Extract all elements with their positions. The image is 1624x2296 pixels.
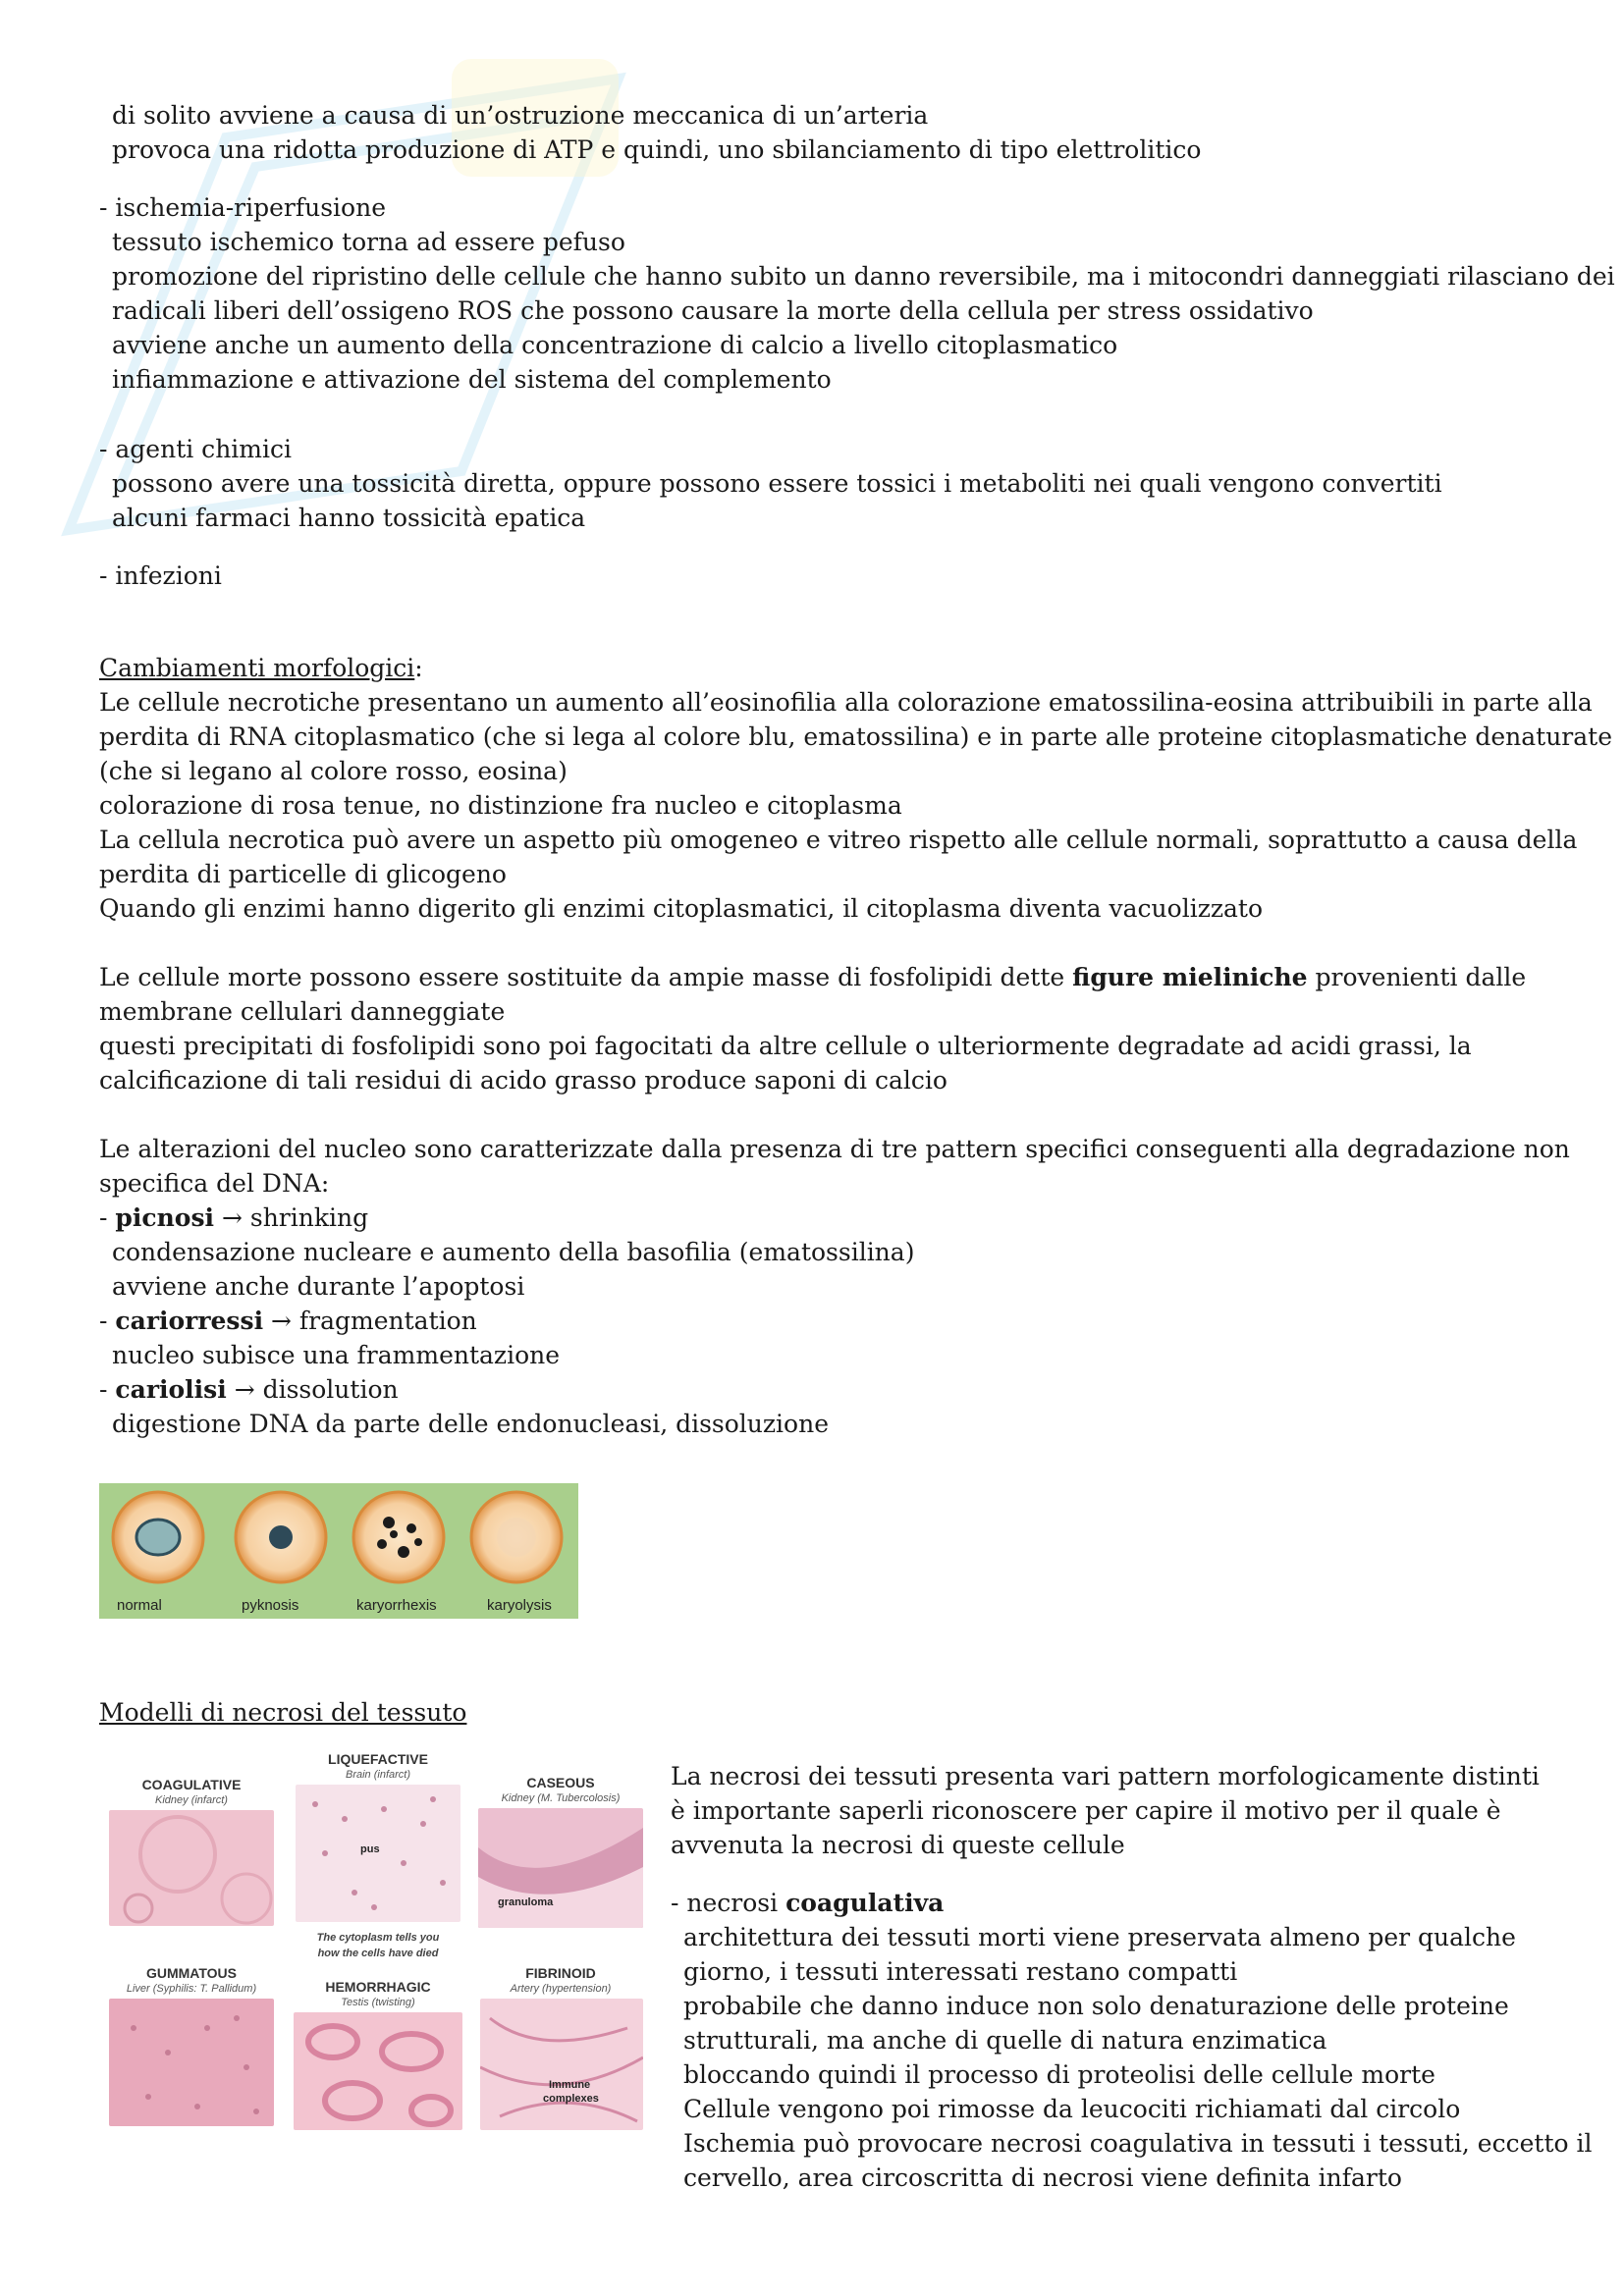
text-part: Le cellule morte possono essere sostituite da ampie masse di fosfolipidi dette [99,963,1073,991]
text-line: digestione DNA da parte delle endonucleasi, dissoluzione [112,1410,830,1438]
text-line: di solito avviene a causa di un’ostruzione meccanica di un’arteria [112,101,929,130]
dash: - [99,1307,116,1335]
title-gummatous: GUMMATOUS [145,1965,238,1981]
bullet-ischemia-riperfusione: - ischemia-riperfusione [99,193,386,222]
heading-cambiamenti-morfologici [99,651,423,685]
nucleus-figure [99,1483,578,1619]
bullet-cariorressi [99,1304,477,1338]
sub-coagulative: Kidney (infarct) [155,1794,228,1806]
text-line: Ischemia può provocare necrosi coagulativa in tessuti i tessuti, eccetto il [683,2129,1593,2158]
label-granuloma: granuloma [498,1896,554,1908]
text-part: → shrinking [214,1203,369,1232]
caption-pyknosis: pyknosis [242,1597,299,1614]
text-part: → fragmentation [263,1307,477,1335]
dash: - [99,1375,116,1404]
sub-fibrinoid: Artery (hypertension) [510,1983,612,1995]
tile-hemorrhagic [294,2012,462,2130]
term-cariorressi: cariorressi [115,1307,264,1335]
title-fibrinoid: FIBRINOID [525,1965,596,1981]
dash: - [99,1203,116,1232]
heading-text: Cambiamenti morfologici [99,654,415,682]
text-part: - necrosi [671,1889,786,1917]
text-line: giorno, i tessuti interessati restano compatti [683,1957,1238,1986]
cell-karyolysis [471,1492,562,1582]
text-line: La cellula necrotica può avere un aspetto più omogeneo e vitreo rispetto alle cellule normali, soprattutto a causa della [99,826,1578,854]
text-line: promozione del ripristino delle cellule che hanno subito un danno reversibile, ma i mitocondri danneggiati rilasciano dei [112,262,1615,291]
term-picnosi: picnosi [115,1203,215,1232]
label-complexes: complexes [543,2093,599,2105]
tile-liquefactive [296,1785,460,1922]
heading-modelli-necrosi: Modelli di necrosi del tessuto [99,1698,467,1727]
text-line: (che si legano al colore rosso, eosina) [99,757,568,785]
text-line [99,960,1526,994]
text-line: avviene anche durante l’apoptosi [112,1272,525,1301]
tile-coagulative [109,1810,274,1926]
title-hemorrhagic: HEMORRHAGIC [325,1979,431,1995]
text-line: Quando gli enzimi hanno digerito gli enzimi citoplasmatici, il citoplasma diventa vacuolizzato [99,894,1264,923]
label-pus: pus [360,1843,380,1855]
sub-hemorrhagic: Testis (twisting) [341,1997,415,2008]
cell-karyorrhexis [353,1492,444,1582]
text-line: calcificazione di tali residui di acido grasso produce saponi di calcio [99,1066,947,1095]
term-coagulativa: coagulativa [785,1889,945,1917]
bullet-picnosi [99,1201,368,1235]
tile-gummatous [109,1999,274,2126]
label-immune: Immune [549,2079,591,2091]
title-coagulative: COAGULATIVE [141,1777,242,1792]
text-line: Le alterazioni del nucleo sono caratterizzate dalla presenza di tre pattern specifici conseguenti alla degradazione non [99,1135,1570,1163]
text-line: tessuto ischemico torna ad essere pefuso [112,228,625,256]
text-line: avvenuta la necrosi di queste cellule [671,1831,1125,1859]
caption-normal: normal [117,1597,162,1614]
tile-caseous [478,1808,643,1928]
cell-pyknosis [236,1492,326,1582]
text-line: alcuni farmaci hanno tossicità epatica [112,504,586,532]
tile-fibrinoid-texture [480,1999,643,2130]
necrosis-figure [99,1747,649,2150]
text-part: provenienti dalle [1307,963,1527,991]
heading-colon: : [414,654,423,682]
text-line: è importante saperli riconoscere per capire il motivo per il quale è [671,1796,1501,1825]
tile-hemorrhagic-texture [294,2012,462,2130]
text-line: cervello, area circoscritta di necrosi viene definita infarto [683,2163,1402,2192]
tile-caseous-texture [478,1808,643,1928]
text-line: infiammazione e attivazione del sistema del complemento [112,365,832,394]
bullet-agenti-chimici: - agenti chimici [99,435,292,463]
text-line: perdita di particelle di glicogeno [99,860,507,888]
text-line: architettura dei tessuti morti viene preservata almeno per qualche [683,1923,1516,1951]
text-line: questi precipitati di fosfolipidi sono poi fagocitati da altre cellule o ulteriormente degradate ad acidi grassi, la [99,1032,1472,1060]
text-line: perdita di RNA citoplasmatico (che si lega al colore blu, ematossilina) e in parte alle proteine citoplasmatiche denaturate [99,722,1613,751]
bullet-necrosi-coagulativa [671,1886,944,1920]
text-line: strutturali, ma anche di quelle di natura enzimatica [683,2026,1327,2055]
text-line: probabile che danno induce non solo denaturazione delle proteine [683,1992,1509,2020]
text-line: radicali liberi dell’ossigeno ROS che possono causare la morte della cellula per stress ossidativo [112,296,1314,325]
sub-caseous: Kidney (M. Tubercolosis) [501,1792,621,1804]
bullet-infezioni: - infezioni [99,561,222,590]
sub-gummatous: Liver (Syphilis: T. Pallidum) [126,1983,257,1995]
title-liquefactive: LIQUEFACTIVE [328,1751,428,1767]
term-figure-mieliniche: figure mieliniche [1072,963,1308,991]
text-line: membrane cellulari danneggiate [99,997,506,1026]
tile-coagulative-texture [109,1810,274,1926]
text-line: bloccando quindi il processo di proteolisi delle cellule morte [683,2060,1435,2089]
text-line: colorazione di rosa tenue, no distinzione fra nucleo e citoplasma [99,791,902,820]
sub-liquefactive: Brain (infarct) [345,1769,411,1781]
bullet-cariolisi [99,1372,399,1407]
tile-fibrinoid [480,1999,643,2130]
title-caseous: CASEOUS [526,1775,595,1790]
text-part: → dissolution [226,1375,399,1404]
text-line: condensazione nucleare e aumento della basofilia (ematossilina) [112,1238,915,1266]
text-line: Le cellule necrotiche presentano un aumento all’eosinofilia alla colorazione ematossilina-eosina attribuibili in parte alla [99,688,1593,717]
term-cariolisi: cariolisi [115,1375,227,1404]
text-line: Cellule vengono poi rimosse da leucociti richiamati dal circolo [683,2095,1461,2123]
note-cytoplasm-a: The cytoplasm tells you [316,1932,440,1944]
tile-gummatous-texture [109,1999,274,2126]
text-line: provoca una ridotta produzione di ATP e quindi, uno sbilanciamento di tipo elettrolitico [112,135,1202,164]
text-line: La necrosi dei tessuti presenta vari pattern morfologicamente distinti [671,1762,1540,1790]
text-line: possono avere una tossicità diretta, oppure possono essere tossici i metaboliti nei quali vengono convertiti [112,469,1442,498]
caption-karyolysis: karyolysis [487,1597,552,1614]
text-line: nucleo subisce una frammentazione [112,1341,561,1369]
note-cytoplasm-b: how the cells have died [317,1948,439,1959]
caption-karyorrhexis: karyorrhexis [356,1597,437,1614]
text-line: avviene anche un aumento della concentrazione di calcio a livello citoplasmatico [112,331,1118,359]
text-line: specifica del DNA: [99,1169,330,1198]
cell-normal [113,1492,203,1582]
